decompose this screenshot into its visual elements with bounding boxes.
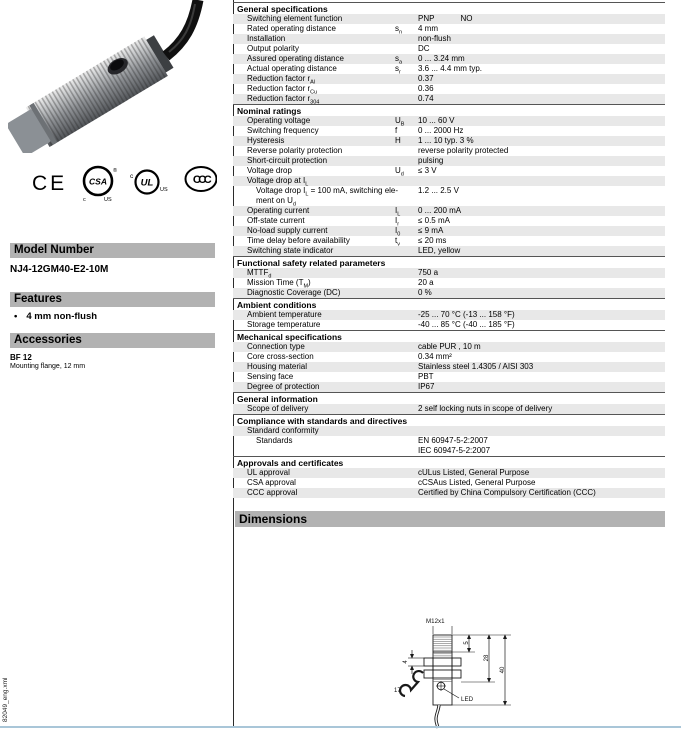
svg-text:CSA: CSA (89, 176, 107, 187)
spec-row (233, 352, 665, 362)
spec-label: Rated operating distance (247, 24, 336, 33)
spec-value: 3.6 ... 4.4 mm typ. (418, 64, 483, 73)
spec-label: Connection type (247, 342, 305, 351)
svg-text:US: US (160, 187, 168, 193)
spec-label: Storage temperature (247, 320, 321, 329)
spec-label: Hysteresis (247, 136, 285, 145)
spec-label: Voltage drop at $I_L$ (247, 176, 309, 188)
nut-2 (424, 670, 461, 678)
spec-label: Housing material (247, 362, 308, 371)
spec-row (233, 320, 665, 330)
spec-label: Core cross-section (247, 352, 314, 361)
spec-label: Ambient temperature (247, 310, 322, 319)
spec-value: DC (418, 44, 430, 53)
spec-value: 1.2 ... 2.5 V (418, 186, 459, 195)
spec-symbol: $U_B$ (395, 116, 405, 128)
spec-value: non-flush (418, 34, 451, 43)
sensor-barrel (8, 32, 176, 153)
spec-value: pulsing (418, 156, 444, 165)
spec-value: 2 self locking nuts in scope of delivery (418, 404, 553, 413)
nut-1 (424, 658, 461, 666)
spec-row (233, 116, 665, 126)
footer-divider-line (0, 726, 681, 728)
spec-label: Off-state current (247, 216, 305, 225)
spec-label: Degree of protection (247, 382, 320, 391)
spec-row (233, 34, 665, 44)
spec-symbol: $U_d$ (395, 166, 404, 178)
spec-value: EN 60947-5-2:2007 IEC 60947-5-2:2007 (418, 436, 491, 455)
spec-value: 0.36 (418, 84, 434, 93)
spec-row (233, 362, 665, 372)
features-header: Features (10, 292, 215, 307)
spec-row (233, 206, 665, 216)
spec-label: Switching state indicator (247, 246, 334, 255)
spec-row (233, 44, 665, 54)
spec-label: CSA approval (247, 478, 296, 487)
spec-row (233, 478, 665, 488)
spec-label: Actual operating distance (247, 64, 337, 73)
spec-symbol: f (395, 126, 398, 135)
spec-value: 20 a (418, 278, 434, 287)
spec-label: Standard conformity (247, 426, 319, 435)
spec-label: Reverse polarity protection (247, 146, 343, 155)
dim-label-5: 5 (464, 641, 470, 645)
spec-symbol: H (395, 136, 401, 145)
spec-label: CCC approval (247, 488, 298, 497)
ce-mark-icon: CE (32, 172, 68, 195)
spec-row (233, 24, 665, 34)
spec-value: cULus Listed, General Purpose (418, 468, 530, 477)
spec-row (233, 156, 665, 166)
dim-label-4: 4 (403, 660, 409, 664)
spec-label: Voltage drop (247, 166, 292, 175)
spec-label: Reduction factor $r_{304}$ (247, 94, 320, 106)
spec-row (233, 310, 665, 320)
spec-label: Output polarity (247, 44, 300, 53)
model-number-value: NJ4-12GM40-E2-10M (10, 264, 109, 275)
spec-label: Operating current (247, 206, 310, 215)
spec-value: 10 ... 60 V (418, 116, 455, 125)
spec-label: No-load supply current (247, 226, 328, 235)
spec-value: Stainless steel 1.4305 / AISI 303 (418, 362, 534, 371)
section-header: General specifications (233, 2, 665, 14)
spec-row (233, 404, 665, 414)
section-header: General information (233, 392, 665, 404)
spec-row (233, 84, 665, 94)
spec-row (233, 382, 665, 392)
accessory-name: BF 12 (10, 353, 32, 362)
dimension-drawing (393, 612, 523, 730)
document-id-sidetext: 82049_eng.xml (2, 677, 9, 722)
spec-value: ≤ 20 ms (418, 236, 447, 245)
spec-value: 4 mm (418, 24, 438, 33)
spec-row (233, 64, 665, 74)
spec-value: PBT (418, 372, 434, 381)
spec-row (233, 176, 665, 186)
spec-row (233, 146, 665, 156)
spec-value: ≤ 0.5 mA (418, 216, 450, 225)
spec-row (233, 94, 665, 104)
spec-label: Reduction factor $r_{Cu}$ (247, 84, 318, 96)
spec-symbol: $I_L$ (395, 206, 401, 218)
spec-row (233, 372, 665, 382)
spec-symbol: $s_a$ (395, 54, 403, 66)
section-header: Nominal ratings (233, 104, 665, 116)
spec-value: -40 ... 85 °C (-40 ... 185 °F) (418, 320, 515, 329)
spec-row (233, 288, 665, 298)
spec-label: Diagnostic Coverage (DC) (247, 288, 341, 297)
spec-row (233, 186, 665, 206)
bullet-icon: • (14, 311, 18, 322)
svg-text:c: c (83, 197, 86, 203)
dimensions-header: Dimensions (235, 511, 665, 527)
spec-symbol: $s_r$ (395, 64, 401, 76)
led-leader-line (444, 689, 459, 698)
thread-label: M12x1 (426, 618, 445, 625)
spec-symbol: $s_n$ (395, 24, 403, 36)
spec-row (233, 166, 665, 176)
spec-value: 0 ... 200 mA (418, 206, 462, 215)
spec-row (233, 126, 665, 136)
section-header: Ambient conditions (233, 298, 665, 310)
certification-logos (5, 160, 217, 206)
spec-value: 0.37 (418, 74, 434, 83)
spec-row (233, 216, 665, 226)
spec-value: IP67 (418, 382, 435, 391)
spec-row (233, 226, 665, 236)
spec-value: reverse polarity protected (418, 146, 509, 155)
spec-symbol: $I_r$ (395, 216, 400, 228)
led-label: LED (461, 696, 474, 703)
spec-row (233, 246, 665, 256)
spec-value: 0 ... 2000 Hz (418, 126, 464, 135)
svg-text:®: ® (113, 168, 118, 174)
accessories-header: Accessories (10, 333, 215, 348)
spec-value: -25 ... 70 °C (-13 ... 158 °F) (418, 310, 515, 319)
spec-label: Mission Time $(T_M)$ (247, 278, 311, 290)
spec-value: ≤ 3 V (418, 166, 437, 175)
dim-label-28: 28 (484, 654, 490, 662)
accessory-description: Mounting flange, 12 mm (10, 363, 86, 370)
svg-text:c: c (130, 173, 134, 180)
spec-row (233, 468, 665, 478)
spec-row (233, 426, 665, 436)
spec-value: 0 % (418, 288, 432, 297)
feature-text: 4 mm non-flush (26, 311, 98, 322)
spec-value: 0.34 mm² (418, 352, 452, 361)
section-header: Approvals and certificates (233, 456, 665, 468)
spec-row (233, 54, 665, 64)
spec-row (233, 488, 665, 498)
spec-row (233, 278, 665, 288)
spec-value: Certified by China Compulsory Certification (CCC) (418, 488, 596, 497)
spec-label: Operating voltage (247, 116, 311, 125)
spec-value: cCSAus Listed, General Purpose (418, 478, 536, 487)
spec-row (233, 136, 665, 146)
spec-symbol: $t_v$ (395, 236, 400, 248)
spec-label: Switching frequency (247, 126, 319, 135)
feature-item (14, 311, 97, 322)
wrench-icon (400, 671, 423, 696)
spec-row (233, 74, 665, 84)
spec-label: Scope of delivery (247, 404, 309, 413)
svg-text:US: US (104, 197, 112, 203)
spec-row (233, 268, 665, 278)
spec-value: 1 ... 10 typ. 3 % (418, 136, 474, 145)
spec-value: LED, yellow (418, 246, 461, 255)
section-header: Functional safety related parameters (233, 256, 665, 268)
spec-label: Sensing face (247, 372, 294, 381)
svg-text:CCC: CCC (192, 174, 210, 186)
section-header: Mechanical specifications (233, 330, 665, 342)
wrench-size-label: 17 (394, 688, 401, 694)
spec-row (233, 236, 665, 246)
spec-value-2: NO (460, 14, 473, 23)
spec-value: 750 a (418, 268, 439, 277)
spec-value: 0.74 (418, 94, 434, 103)
dim-label-40: 40 (500, 666, 506, 674)
thread-hatching (433, 637, 452, 682)
spec-value: ≤ 9 mA (418, 226, 444, 235)
spec-label: UL approval (247, 468, 290, 477)
ccc-mark-icon (186, 167, 217, 191)
spec-label: Standards (256, 436, 293, 445)
spec-table (233, 2, 665, 498)
spec-row (233, 436, 665, 456)
spec-label: Installation (247, 34, 286, 43)
spec-row (233, 14, 665, 24)
spec-value: cable PUR , 10 m (418, 342, 481, 351)
ul-mark-icon (130, 171, 168, 194)
spec-value: 0 ... 3.24 mm (418, 54, 465, 63)
spec-label: Assured operating distance (247, 54, 344, 63)
csa-mark-icon (83, 167, 117, 203)
spec-value: PNP NO (418, 14, 473, 23)
svg-text:UL: UL (140, 177, 154, 189)
spec-label: Switching element function (247, 14, 343, 23)
spec-row (233, 342, 665, 352)
spec-label: Time delay before availability (247, 236, 350, 245)
product-photo (8, 0, 215, 153)
spec-symbol: $I_0$ (395, 226, 401, 238)
spec-label: Voltage drop $I_L = 100$ mA, switching ele- ment on $U_d$ (256, 186, 399, 208)
section-header: Compliance with standards and directives (233, 414, 665, 426)
spec-label: Short-circuit protection (247, 156, 328, 165)
spec-label: Reduction factor $r_{Al}$ (247, 74, 316, 86)
model-number-header: Model Number (10, 243, 215, 258)
spec-label: $MTTF_d$ (247, 268, 272, 280)
